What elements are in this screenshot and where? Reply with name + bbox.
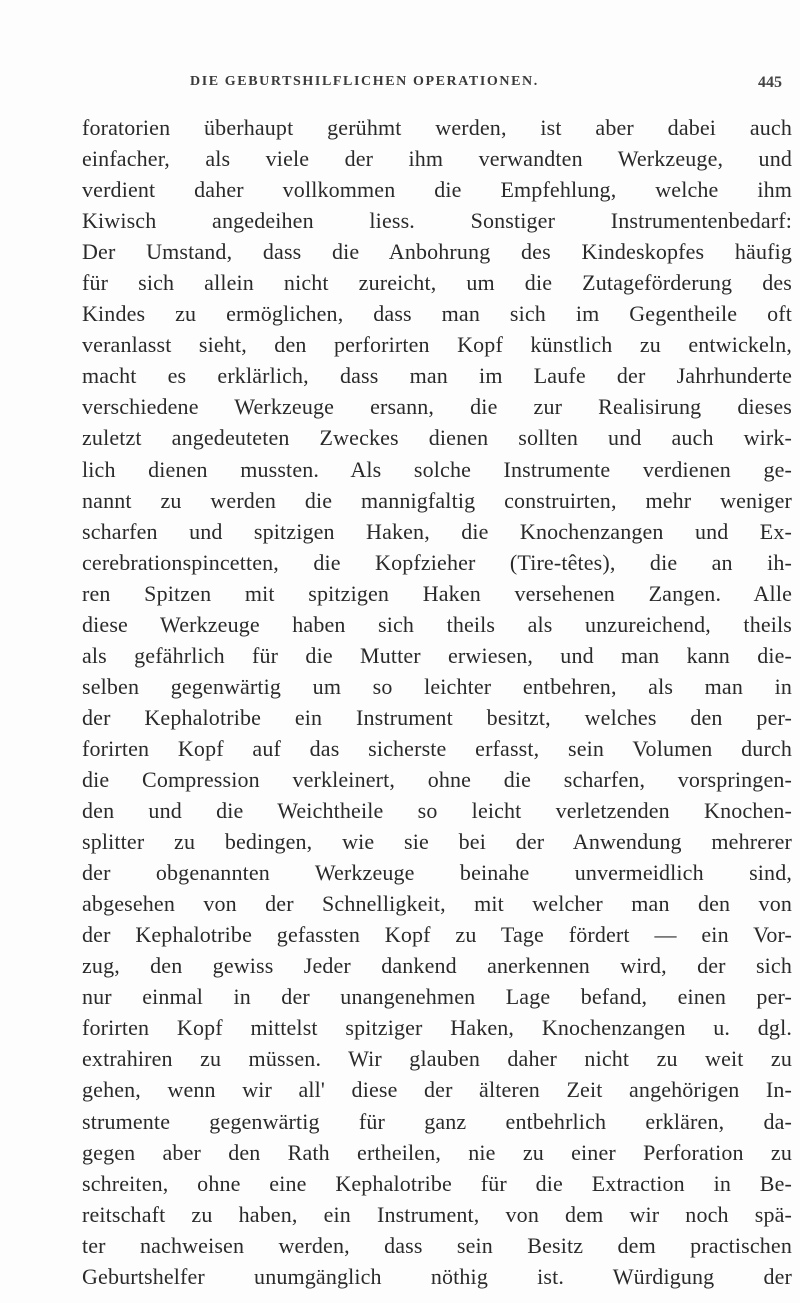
text-line: Der Umstand, dass die Anbohrung des Kindeskopfes häufig — [82, 239, 792, 265]
text-line: der Kephalotribe ein Instrument besitzt, welches den per- — [82, 704, 792, 730]
text-line: einfacher, als viele der ihm verwandten Werkzeuge, und — [82, 146, 792, 172]
text-line: reitschaft zu haben, ein Instrument, von dem wir noch spä- — [82, 1201, 792, 1227]
text-line: zug, den gewiss Jeder dankend anerkennen wird, der sich — [82, 953, 792, 979]
text-line: ter nachweisen werden, dass sein Besitz dem practischen — [82, 1232, 792, 1258]
text-line: verschiedene Werkzeuge ersann, die zur Realisirung dieses — [82, 394, 792, 420]
text-line: gegen aber den Rath ertheilen, nie zu einer Perforation zu — [82, 1139, 792, 1165]
body-text — [82, 112, 792, 1292]
text-line: veranlasst sieht, den perforirten Kopf künstlich zu entwickeln, — [82, 332, 792, 358]
text-line: die Compression verkleinert, ohne die scharfen, vorspringen- — [82, 766, 792, 792]
text-line: lich dienen mussten. Als solche Instrumente verdienen ge- — [82, 456, 792, 482]
text-line: der obgenannten Werkzeuge beinahe unvermeidlich sind, — [82, 860, 792, 886]
running-title: DIE GEBURTSHILFLICHEN OPERATIONEN. — [190, 74, 539, 89]
text-line: forirten Kopf auf das sicherste erfasst, sein Volumen durch — [82, 735, 792, 761]
text-line: für sich allein nicht zureicht, um die Zutageförderung des — [82, 270, 792, 296]
text-line: macht es erklärlich, dass man im Laufe der Jahrhunderte — [82, 363, 792, 389]
text-line: strumente gegenwärtig für ganz entbehrlich erklären, da- — [82, 1108, 792, 1134]
text-line: selben gegenwärtig um so leichter entbehren, als man in — [82, 673, 792, 699]
text-line: ren Spitzen mit spitzigen Haken versehenen Zangen. Alle — [82, 580, 792, 606]
text-line: extrahiren zu müssen. Wir glauben daher nicht zu weit zu — [82, 1046, 792, 1072]
text-line: gehen, wenn wir all' diese der älteren Zeit angehörigen In- — [82, 1077, 792, 1103]
text-line: zuletzt angedeuteten Zweckes dienen sollten und auch wirk- — [82, 425, 792, 451]
text-line: schreiten, ohne eine Kephalotribe für die Extraction in Be- — [82, 1170, 792, 1196]
text-line: verdient daher vollkommen die Empfehlung, welche ihm — [82, 177, 792, 203]
text-line: der Kephalotribe gefassten Kopf zu Tage fördert — ein Vor- — [82, 922, 792, 948]
text-line: nur einmal in der unangenehmen Lage befand, einen per- — [82, 984, 792, 1010]
text-line: splitter zu bedingen, wie sie bei der Anwendung mehrerer — [82, 829, 792, 855]
text-line: als gefährlich für die Mutter erwiesen, und man kann die- — [82, 642, 792, 668]
text-line: abgesehen von der Schnelligkeit, mit welcher man den von — [82, 891, 792, 917]
text-line: Kiwisch angedeihen liess. Sonstiger Instrumentenbedarf: — [82, 208, 792, 234]
text-line: den und die Weichtheile so leicht verletzenden Knochen- — [82, 798, 792, 824]
text-line: Geburtshelfer unumgänglich nöthig ist. Würdigung der — [82, 1263, 792, 1289]
text-line: scharfen und spitzigen Haken, die Knochenzangen und Ex- — [82, 518, 792, 544]
text-line: nannt zu werden die mannigfaltig construirten, mehr weniger — [82, 487, 792, 513]
text-line: cerebrationspincetten, die Kopfzieher (Tire-têtes), die an ih- — [82, 549, 792, 575]
text-line: diese Werkzeuge haben sich theils als unzureichend, theils — [82, 611, 792, 637]
page-number: 445 — [758, 74, 782, 91]
text-line: Kindes zu ermöglichen, dass man sich im Gegentheile oft — [82, 301, 792, 327]
text-line: foratorien überhaupt gerühmt werden, ist aber dabei auch — [82, 115, 792, 140]
running-head — [190, 74, 790, 96]
text-line: forirten Kopf mittelst spitziger Haken, Knochenzangen u. dgl. — [82, 1015, 792, 1041]
